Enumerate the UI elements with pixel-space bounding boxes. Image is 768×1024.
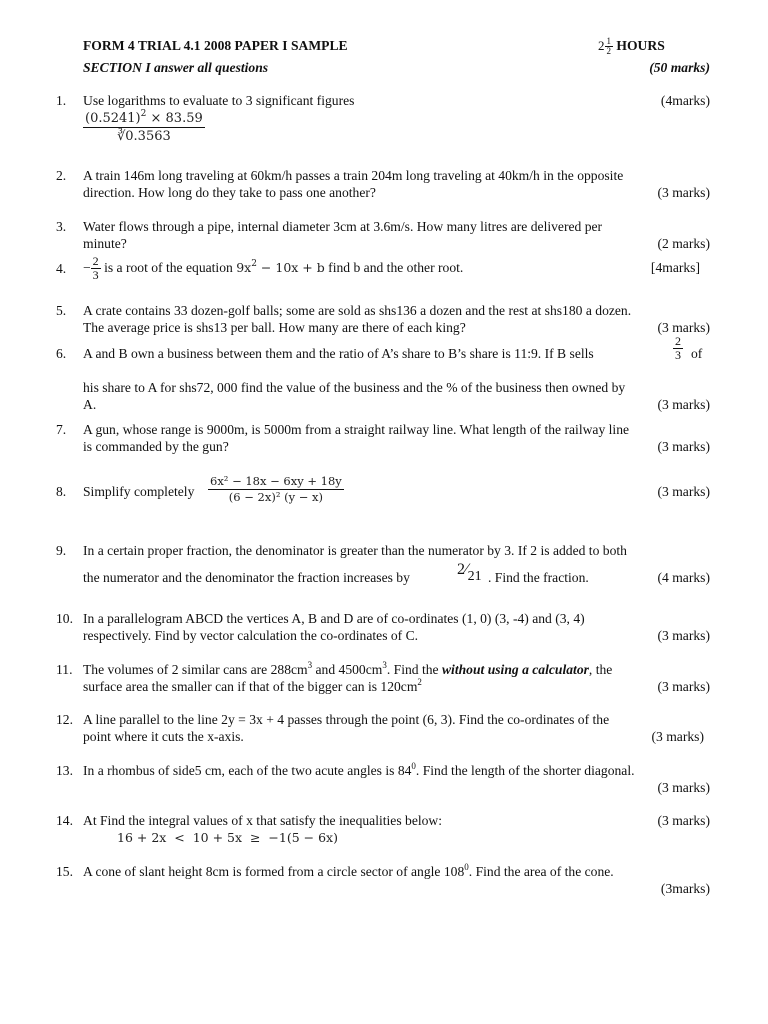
algebraic-fraction: $\frac{\text{6x² − 18x − 6xy + 18y}}{\text{(6 − 2x)² (y − x)}}$ [210, 474, 342, 504]
question-text-cont: is commanded by the gun? [83, 439, 229, 454]
question-text: A and B own a business between them and the ratio of A’s share to B’s share is 11:9. If B sells [83, 346, 594, 361]
question-text-tail: . Find the fraction. [488, 570, 589, 585]
question-marks: (3 marks) [657, 679, 710, 694]
increase-fraction: 2⁄21 [457, 561, 482, 584]
question-number: 9. [56, 543, 67, 558]
question-marks: (3 marks) [657, 628, 710, 643]
log-expression: $\frac{(0.5241)^2 \times 83.59}{∛0.3563}$ [85, 109, 203, 144]
question-text-cont: The average price is shs13 per ball. How many are there of each king? [83, 320, 466, 335]
question-text-of: of [691, 346, 703, 361]
question-text: In a parallelogram ABCD the vertices A, B and D are of co-ordinates (1, 0) (3, -4) and (3, 4) [83, 611, 585, 626]
question-number: 6. [56, 346, 67, 361]
question-text: Use logarithms to evaluate to 3 significant figures [83, 93, 355, 108]
question-number: 5. [56, 303, 67, 318]
question-number: 12. [56, 712, 73, 727]
question-marks: (4 marks) [657, 570, 710, 585]
paper-duration [598, 37, 665, 56]
root-value: − $\frac{2}{3}$ [83, 254, 99, 283]
question-number: 11. [56, 662, 73, 677]
question-marks: (3 marks) [657, 320, 710, 335]
question-number: 2. [56, 168, 67, 183]
question-marks: [4marks] [650, 260, 700, 275]
question-text: The volumes of 2 similar cans are $288cm^3$ and $4500cm^3$. Find the without using a calculator, the [83, 660, 613, 677]
question-number: 1. [56, 93, 67, 108]
question-text: A gun, whose range is 9000m, is 5000m from a straight railway line. What length of the railway line [83, 422, 630, 437]
question-text-cont: direction. How long do they take to pass one another? [83, 185, 376, 200]
question-marks: (3 marks) [657, 780, 710, 795]
question-marks: (3 marks) [657, 185, 710, 200]
duration-unit: HOURS [616, 38, 665, 53]
question-text: A line parallel to the line 2y = 3x + 4 passes through the point (6, 3). Find the co-ordinates of the [83, 712, 610, 727]
question-number: 15. [56, 864, 73, 879]
question-marks: (3 marks) [651, 729, 704, 744]
question-text: In a rhombus of side5 cm, each of the two acute angles is $84^0$. Find the length of the shorter diagonal. [83, 761, 635, 778]
duration-fraction: $\frac{1}{2}$ [606, 36, 611, 57]
question-number: 10. [56, 611, 73, 626]
question-number: 7. [56, 422, 67, 437]
question-text-cont: A. [83, 397, 97, 412]
question-text-tail: find b and the other root. [324, 260, 464, 275]
paper-title: FORM 4 TRIAL 4.1 2008 PAPER I SAMPLE [83, 38, 348, 53]
question-marks: (3 marks) [657, 813, 710, 828]
question-number: 8. [56, 484, 67, 499]
question-text-cont: his share to A for shs72, 000 find the value of the business and the % of the business then owned by [83, 380, 626, 395]
question-text-cont: minute? [83, 236, 127, 251]
question-text-cont: the numerator and the denominator the fraction increases by [83, 570, 410, 585]
question-text: Water flows through a pipe, internal diameter 3cm at 3.6m/s. How many litres are delivered per [83, 219, 603, 234]
question-number: 4. [56, 261, 67, 276]
question-marks: (3marks) [660, 881, 710, 896]
question-text-cont: surface area the smaller can if that of the bigger can is $120cm^2$ [83, 677, 422, 694]
question-text: A cone of slant height 8cm is formed from a circle sector of angle $108^0$. Find the area of the cone. [83, 862, 614, 879]
section-heading: SECTION I answer all questions [83, 60, 269, 75]
question-text-cont: respectively. Find by vector calculation the co-ordinates of C. [83, 628, 419, 643]
question-text: Simplify completely [83, 484, 195, 499]
section-total-marks: (50 marks) [649, 60, 710, 75]
question-number: 3. [56, 219, 67, 234]
question-number: 13. [56, 763, 73, 778]
question-marks: (3 marks) [657, 397, 710, 412]
question-marks: (4marks) [660, 93, 710, 108]
question-marks: (2 marks) [657, 236, 710, 251]
share-fraction: $\frac{2}{3}$ [675, 334, 681, 362]
question-marks: (3 marks) [657, 484, 710, 499]
question-text: In a certain proper fraction, the denominator is greater than the numerator by 3. If 2 is added to both [83, 543, 627, 558]
question-text-cont: point where it cuts the x-axis. [83, 729, 244, 744]
duration-whole: 2 [598, 38, 605, 53]
question-text: A crate contains 33 dozen-golf balls; some are sold as shs136 a dozen and the rest at shs180 a dozen. [83, 303, 632, 318]
question-text: A train 146m long traveling at 60km/h passes a train 204m long traveling at 40km/h in the opposite [83, 168, 624, 183]
question-number: 14. [56, 813, 73, 828]
question-text: is a root of the equation [100, 260, 237, 275]
quadratic-equation: $9x^2 - 10x + b$ [236, 259, 325, 275]
question-text: At Find the integral values of x that satisfy the inequalities below: [83, 813, 443, 828]
question-marks: (3 marks) [657, 439, 710, 454]
inequality-expression: 16 + 2x < 10 + 5x ≥ −1(5 − 6x) [117, 830, 338, 845]
